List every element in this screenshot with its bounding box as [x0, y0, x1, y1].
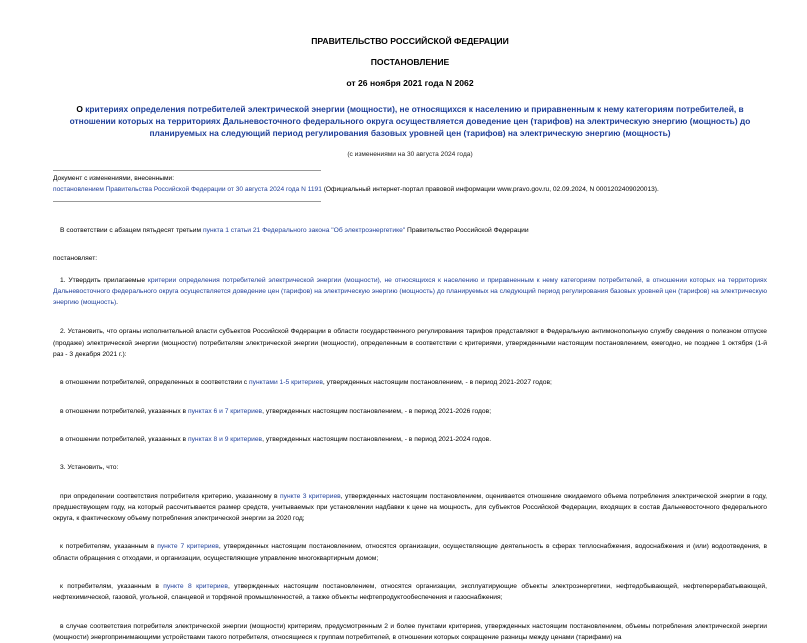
changes-source: (Официальный интернет-портал правовой информации www.pravo.gov.ru, 02.09.2024, N 0001202409020013). [321, 186, 659, 193]
points-1-5-link[interactable]: пунктами 1-5 критериев [249, 379, 323, 387]
points-6-7-link[interactable]: пунктах 6 и 7 критериев [187, 407, 263, 415]
paragraph-3: 3. Установить, что: [60, 464, 119, 472]
revision-note: (с изменениями на 30 августа 2024 года) [347, 151, 473, 158]
document-date: от 26 ноября 2021 года N 2062 [346, 78, 474, 88]
changes-heading: Документ с изменениями, внесенными: [53, 175, 175, 182]
paragraph-3a: при определении соответствия потребителя критерию, указанному в пункте 3 критериев, утвержденных настоящим постановлением, оценивается отношение ожидаемого объема потребления электрической энергии в году, предшествующем году, на который рассчитывается размер средств, учитываемых при установлении надбавки к цене на мощность, для субъектов Российской Федерации, входящих в состав Дальневосточного федерального округа, к фактическому объему потребления электрической энергии за 2020 год; [53, 492, 767, 523]
document-type: ПОСТАНОВЛЕНИЕ [370, 57, 450, 67]
divider-bottom [53, 201, 321, 202]
intro-paragraph: В соответствии с абзацем пятьдесят третьим пункта 1 статьи 21 Федерального закона "Об электроэнергетике" Правительство Российской Федерации [60, 227, 529, 234]
changes-box [53, 171, 767, 197]
government-heading: ПРАВИТЕЛЬСТВО РОССИЙСКОЙ ФЕДЕРАЦИИ [311, 36, 509, 46]
title-link[interactable]: критериях определения потребителей электрической энергии (мощности), не относящихся к населению и приравненным к нему категориям потребителей, в отношении которых на территориях Дальневосточного федерального округа осуществляется доведение цен (тарифов) на электрическую энергию (мощность) до планируемых на следующий период регулирования базовых уровней цен (тарифов) на электрическую энергию (мощность) [69, 104, 751, 138]
paragraph-2a: в отношении потребителей, определенных в соответствии с пунктами 1-5 критериев, утвержденных настоящим постановлением, - в период 2021-2027 годов; [60, 379, 552, 387]
decides-line: постановляет: [53, 255, 98, 263]
document-title [53, 103, 767, 139]
title-prefix: О [76, 104, 86, 114]
paragraph-3c: к потребителям, указанным в пункте 8 критериев, утвержденных настоящим постановлением, относятся организации, эксплуатирующие объекты электроэнергетики, нефтедобывающей, нефтеперерабатывающей, нефтехимической, газовой, угольной, сланцевой и торфяной промышленностей, а также объекты нефтепродуктообеспечения и газоснабжения; [53, 583, 767, 602]
law-link[interactable]: пункта 1 статьи 21 Федерального закона "Об электроэнергетике" [202, 227, 406, 234]
changes-line [53, 184, 767, 195]
paragraph-3b: к потребителям, указанным в пункте 7 критериев, утвержденных настоящим постановлением, относятся организации, осуществляющие деятельность в сферах теплоснабжения, водоснабжения и (или) водоотведения, в области обращения с отходами, и организации, осуществляющие управление многоквартирным домом; [53, 543, 767, 562]
points-8-9-link[interactable]: пунктах 8 и 9 критериев [187, 435, 263, 443]
paragraph-2: 2. Установить, что органы исполнительной власти субъектов Российской Федерации в области государственного регулирования тарифов представляют в Федеральную антимонопольную службу сведения о полезном отпуске (продаже) электрической энергии (мощности) потребителям электрической энергии (мощности), определенным в соответствии с критериями, утвержденными настоящим постановлением, ежегодно, не позднее 1 октября (1-й раз - 3 декабря 2021 г.): [53, 328, 767, 359]
point-8-link[interactable]: пункте 8 критериев [163, 583, 228, 591]
paragraph-2b: в отношении потребителей, указанных в пунктах 6 и 7 критериев, утвержденных настоящим постановлением, - в период 2021-2026 годов; [60, 407, 492, 415]
point-3-link[interactable]: пункте 3 критериев [279, 492, 341, 500]
point-7-link[interactable]: пункте 7 критериев [157, 543, 219, 551]
criteria-link[interactable]: критерии определения потребителей электрической энергии (мощности), не относящихся к населению и приравненным к нему категориям потребителей, в отношении которых на территориях Дальневосточного федерального округа осуществляется доведение цен (тарифов) на электрическую энергию (мощность) до планируемых на следующий период регулирования базовых уровней цен (тарифов) на электрическую энергию (мощность) [53, 276, 768, 307]
paragraph-3d: в случае соответствия потребителя электрической энергии (мощности) критериям, предусмотренным 2 и более пунктами критериев, утвержденных настоящим постановлением, объемы потребления электрической энергии (мощности) энергопринимающими устройствами такого потребителя, относящиеся к группам потребителей, в отношении которых сокращение разницы между ценами (тарифами) на [53, 622, 767, 641]
paragraph-1: 1. Утвердить прилагаемые критерии определения потребителей электрической энергии (мощности), не относящихся к населению и приравненным к нему категориям потребителей, в отношении которых на территориях Дальневосточного федерального округа осуществляется доведение цен (тарифов) на электрическую энергию (мощность) до планируемых на следующий период регулирования базовых уровней цен (тарифов) на электрическую энергию (мощность). [53, 276, 768, 307]
changes-link[interactable]: постановлением Правительства Российской Федерации от 30 августа 2024 года N 1191 [53, 186, 322, 193]
paragraph-2c: в отношении потребителей, указанных в пунктах 8 и 9 критериев, утвержденных настоящим постановлением, - в период 2021-2024 годов. [60, 435, 492, 443]
